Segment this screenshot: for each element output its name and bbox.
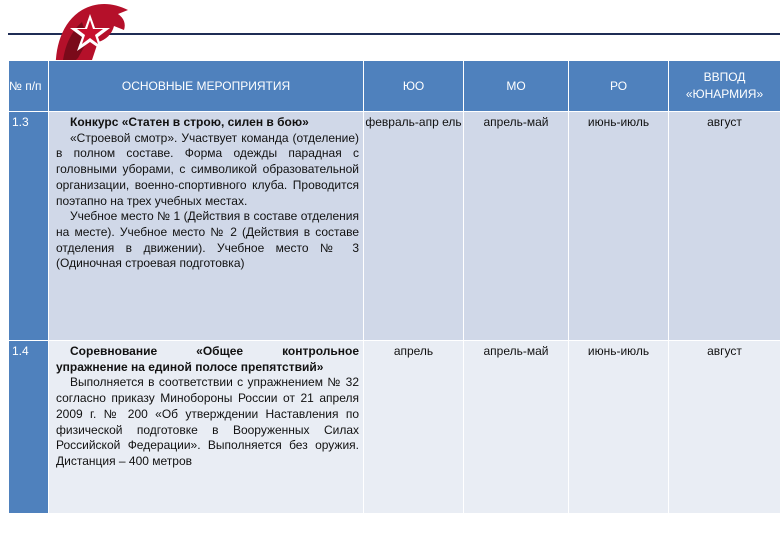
event-paragraph: Выполняется в соответствии с упражнением № 32 согласно приказу Минобороны России от 21 апреля 2009 г. № 200 «Об утверждении Наставления по физической подготовке в Вооруженных Силах Российской Федерации». Выполняется без оружия. Дистанция – 400 метров [56, 375, 359, 468]
vvpod-period: август [669, 112, 780, 341]
mo-period: апрель-май [464, 112, 569, 341]
event-paragraph: Учебное место № 1 (Действия в составе отделения на месте). Учебное место № 2 (Действия в составе отделения в движении). Учебное место № 3 (Одиночная строевая подготовка) [56, 209, 359, 271]
table-row [9, 112, 780, 341]
mo-period: апрель-май [464, 341, 569, 514]
yuo-period: апрель [364, 341, 464, 514]
ro-period: июнь-июль [569, 341, 669, 514]
row-number: 1.4 [9, 341, 49, 514]
row-number: 1.3 [9, 112, 49, 341]
header-yuo: ЮО [364, 61, 464, 112]
table-header-row [9, 61, 780, 112]
yuo-period: февраль-апр ель [364, 112, 464, 341]
vvpod-period: август [669, 341, 780, 514]
ro-period: июнь-июль [569, 112, 669, 341]
header-events: ОСНОВНЫЕ МЕРОПРИЯТИЯ [49, 61, 364, 112]
header-ro: РО [569, 61, 669, 112]
event-paragraph: «Строевой смотр». Участвует команда (отделение) в полном составе. Форма одежды парадная с головными уборами, с символикой образовательной организации, военно-спортивного клуба. Проводится поэтапно на трех учебных местах. [56, 130, 359, 208]
event-description [49, 341, 364, 514]
header-num: № п/п [9, 61, 49, 112]
table-row [9, 341, 780, 514]
event-description [49, 112, 364, 341]
header-vvpod: ВВПОД «ЮНАРМИЯ» [669, 61, 780, 112]
header-mo: МО [464, 61, 569, 112]
event-title: Соревнование «Общее контрольное упражнение на единой полосе препятствий» [56, 344, 359, 374]
header-title: ЮНАРМЕЙСКИЕ ИГРЫ [596, 6, 740, 21]
event-title: Конкурс «Статен в строю, силен в бою» [70, 115, 309, 129]
events-table [8, 60, 780, 514]
